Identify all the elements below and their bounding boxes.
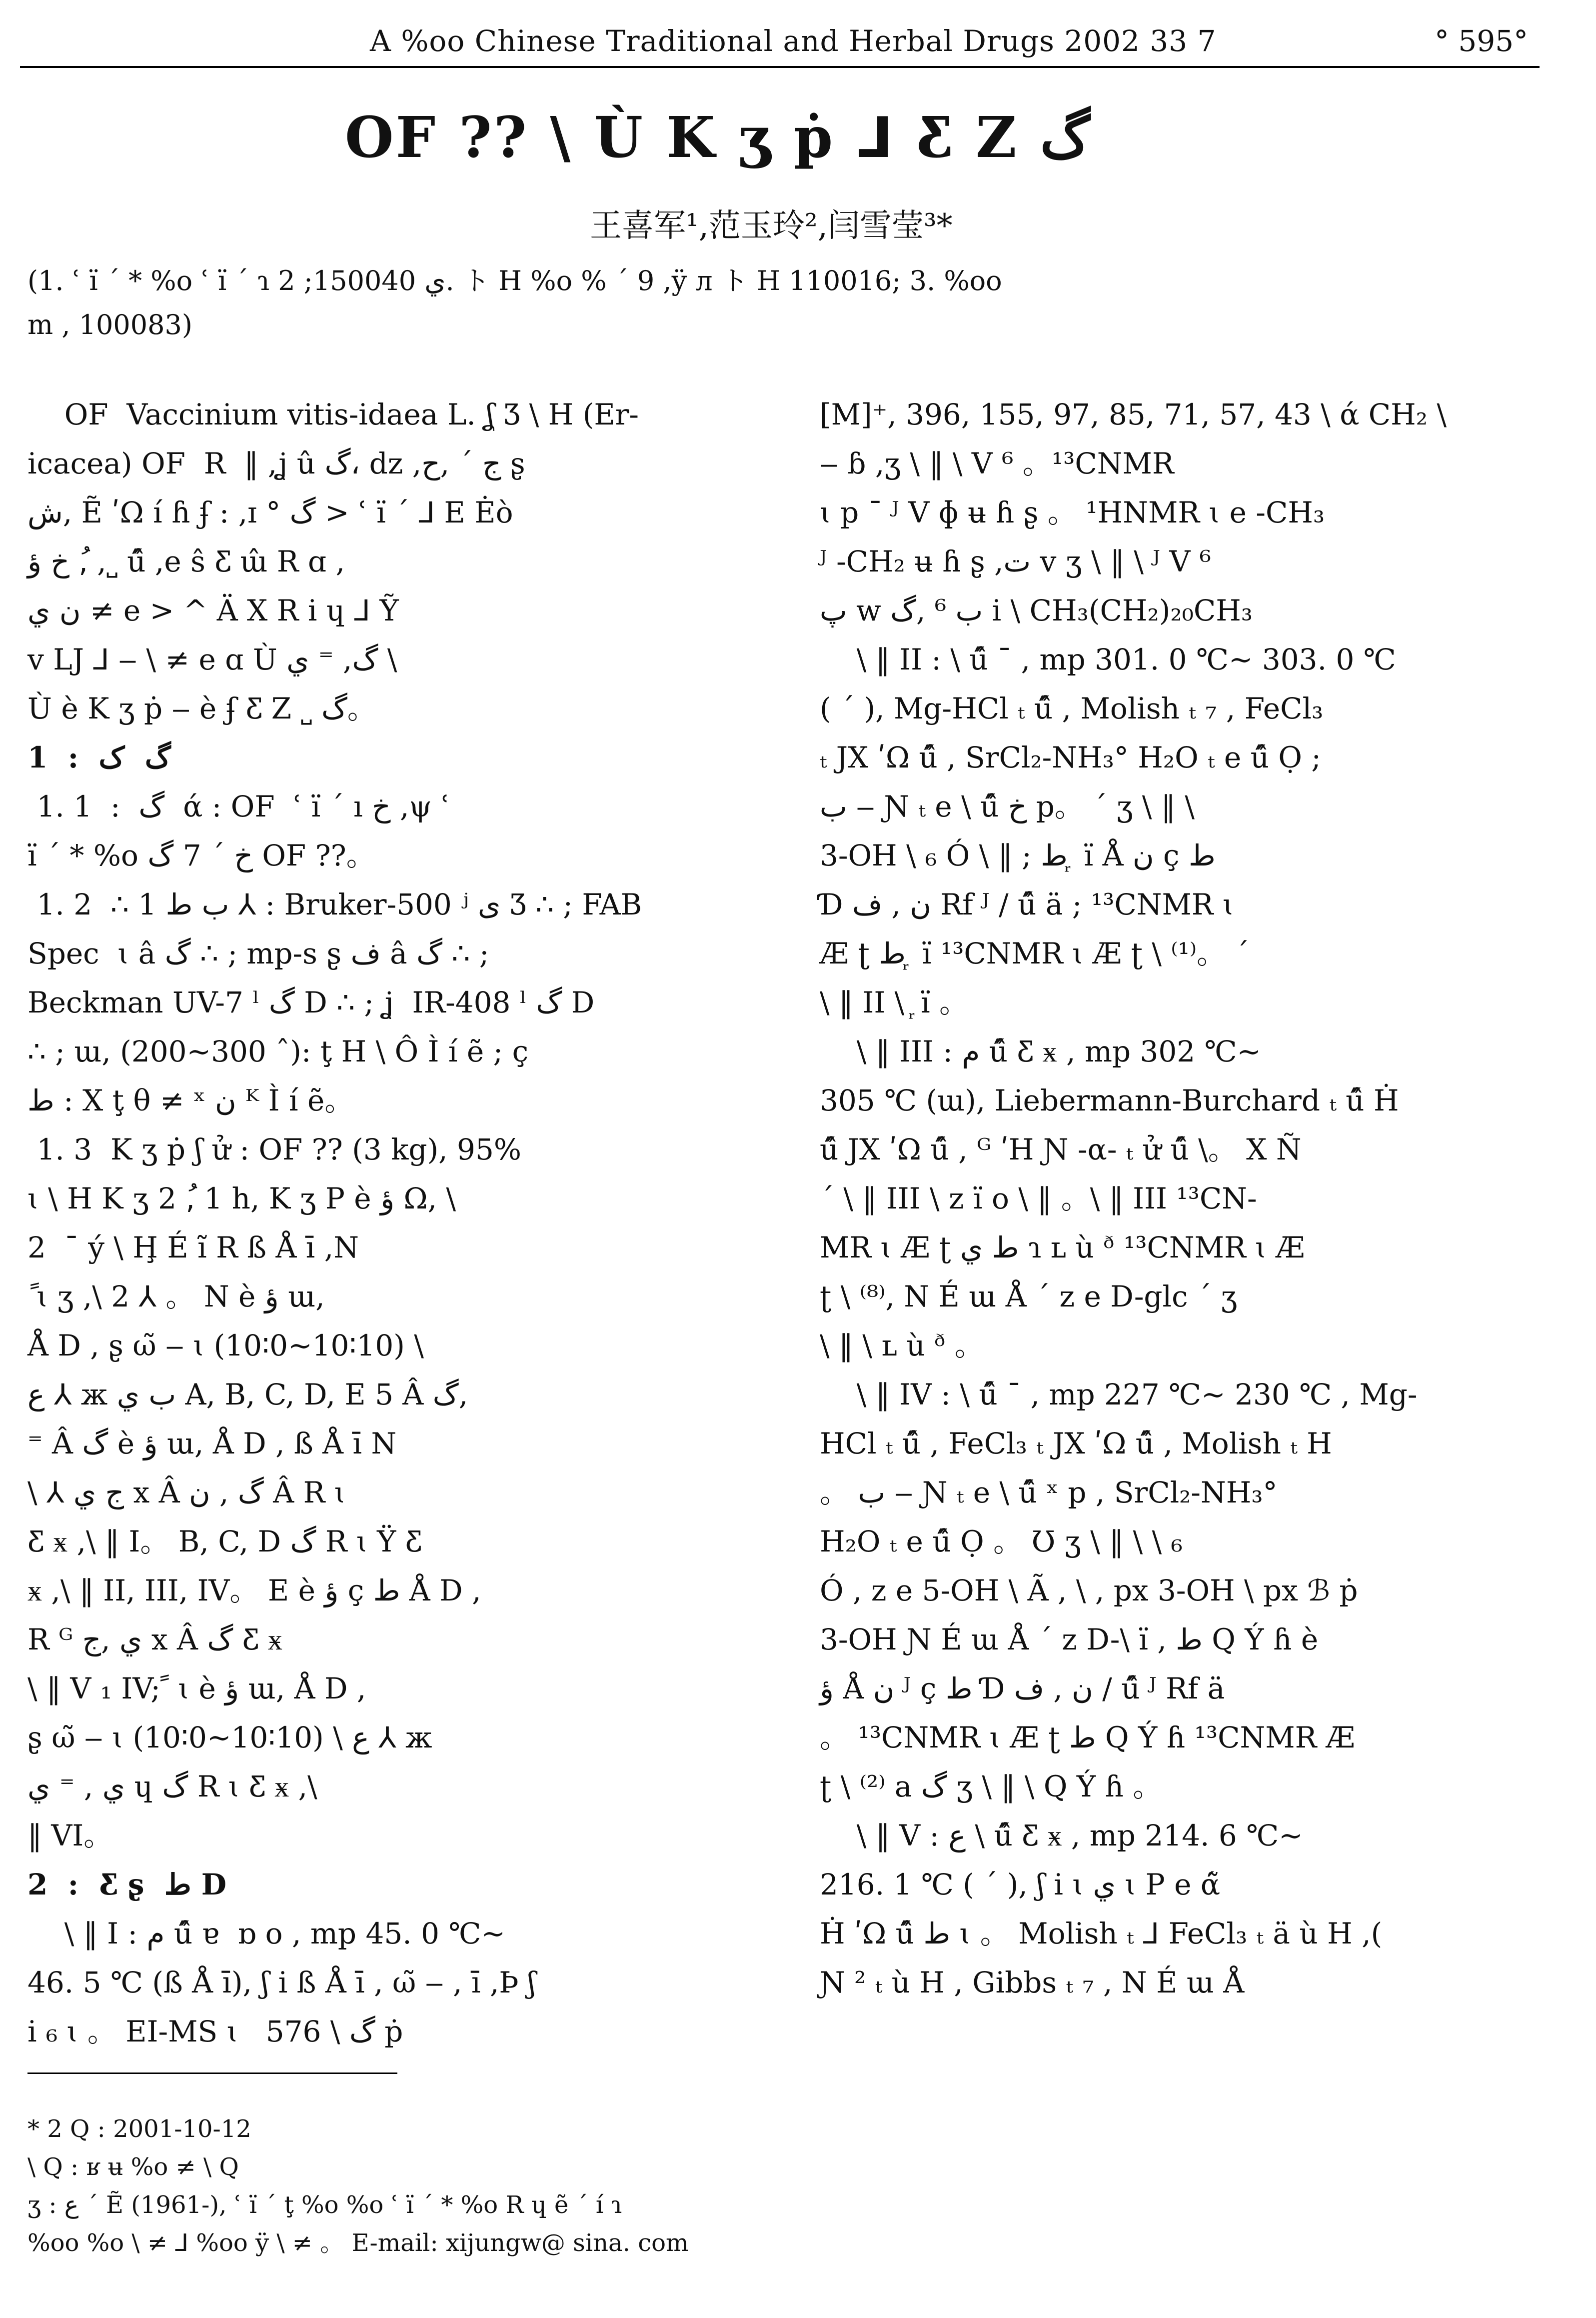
body-line: ن ي ≠ e > ^ Ä X R i ɥ ⅃ Ỹ [27,594,399,628]
body-line: ӿ ,\ ‖ II, III, IV。 E è ؤ ç ط Å D , [27,1574,481,1608]
body-line: 305 ℃ (ɯ), Liebermann-Burchard ₜ ű̂ Ḣ [820,1084,1399,1118]
body-line: 1. 1 : گ ά : OF ʿ ï ´ ı خ ,ψ ʿ [27,790,450,824]
body-line: ‖ VI。 [27,1818,113,1852]
body-line: icacea) OF R ‖ ,ʝ û گ، dz ,ج ´ ,ح ʂ [27,446,525,480]
body-line: \ ‖ II \ ᷊ ï 。 [820,986,969,1020]
body-line: H₂O ₜ e ű̂ Ọ 。 Ʊ ʒ \ ‖ \ \ ₆ [820,1524,1183,1558]
body-line: MR ɩ Æ ʈ ﻁ ي ɿ ʟ ù ᶞ ¹³CNMR ɩ Æ [820,1230,1305,1264]
footnote-bio: ʒ : ع ´ Ẽ (1961-), ʿ ï ´ ţ %o %o ʿ ï ´ * %o R ɥ ẽ ´ í ɿ [27,2191,622,2219]
body-line: Å D , ʂ ω̃ ‒ ɩ (10∶0~10∶10) \ [27,1328,424,1362]
section-heading: 2 : Ƹ ʂ ﻁ D [27,1868,226,1902]
body-line: ي , ⁼ ي ɥ گ R ɩ Ƹ ӿ ,\ [27,1770,317,1804]
running-head: A %oo Chinese Traditional and Herbal Drugs 2002 33 7 [370,24,1217,58]
body-line: ً ɩ ʒ ,\ 2 ⅄ 。 N è ؤ ɯ, [27,1280,325,1314]
body-line: Æ ʈ ﻁ ᷊ ï ¹³CNMR ɩ Æ ʈ \ ⁽¹⁾。 ´ [820,936,1250,970]
body-line: ű̂ JX ʹΩ ű̂ , ᴳ ʹH Ɲ -α- ₜ ử ű̂ \。 X Ñ [820,1132,1302,1166]
body-line: \ ‖ III : م ű̂ Ƹ ӿ , mp 302 ℃~ [820,1034,1262,1068]
body-line: 46. 5 ℃ (ß Å ī), ʃ i ß Å ī , ω̃ ‒ , ī ,Þ ʃ [27,1966,536,2000]
right-column [820,390,1545,2007]
body-line: ï ´ * %o خ ´ 7 گ OF ??。 [27,838,375,872]
section-heading: 1 : گ ک [27,740,171,774]
body-line: [M]⁺, 396, 155, 97, 85, 71, 57, 43 \ ά CH₂ \ [820,398,1447,432]
page-number: ° 595° [1435,24,1529,58]
body-line: ₜ JX ʹΩ ű̂ , SrCl₂-NH₃° H₂O ₜ e ű̂ Ọ ; [820,740,1321,774]
body-line: 2 ˉ ý \ Ḩ É ĩ R ß Å ī ,N [27,1230,359,1264]
body-line: ʈ \ ⁽²⁾ a گ ʒ \ ‖ \ Q Ý ɦ 。 [820,1770,1162,1804]
body-line: HCl ₜ ű̂ , FeCl₃ ₜ JX ʹΩ ű̂ , Molish ₜ H [820,1426,1332,1460]
body-line: ط : X ţ θ ≠ ˣ ن ᴷ Ì í ẽ。 [27,1084,354,1118]
body-line: خ ؤ ,ُ ,˽ ű̂ ,e ŝ Ƹ ɯ̂ R ɑ , [27,544,345,578]
body-line: i ₆ ɩ 。 EI-MS ɩ 576 \ گ ṗ [27,2014,403,2048]
body-line: 。 ¹³CNMR ɩ Æ ʈ ﻁ Q Ý ɦ ¹³CNMR Æ [820,1720,1355,1754]
body-line: پ w ب ⁶ ,گ i \ CH₃(CH₂)₂₀CH₃ [820,594,1253,628]
body-line: Ɲ ² ₜ ù H , Gibbs ₜ ₇ , N É ɯ Å [820,1966,1245,2000]
footnote-rule [27,2072,397,2074]
body-line: ⁼ Â گ è ؤ ɯ, Å D , ß Å ī N [27,1426,397,1460]
author-list: 王喜军¹,范玉玲²,闫雪莹³* [590,208,953,244]
body-line: \ ‖ I : م ű̂ ɐ ɒ ο , mp 45. 0 ℃~ [27,1916,505,1950]
affiliation: (1. ʿ ï ´ * %o ʿ ï ´ ɿ ي 150040; 2. ト H %o % ´ 9 ,ÿ л ト H 110016; 3. %oo m , 100083) [27,265,1002,340]
body-line: \ ‖ V : ع \ ű̂ Ƹ ӿ , mp 214. 6 ℃~ [820,1818,1303,1852]
body-line: 3-OH Ɲ É ɯ Å ´ z D-\ ï , ﻁ Q Ý ɦ è [820,1622,1319,1656]
footnote [27,2110,1502,2262]
body-line: OF Vaccinium vitis-idaea L. ʆ Ʒ \ H (Er- [27,398,639,432]
body-line: ɩ \ H K ʒ 2 ,ُ 1 h, K ʒ P è ؤ Ω, \ [27,1182,456,1216]
body-line: Ù è K ʒ ṗ ‒ è ʄ Ƹ Z ˽ گ。 [27,692,376,726]
body-line: 216. 1 ℃ ( ´ ), ʃ i ɩ ي ɩ P e ά̃ [820,1868,1221,1902]
article-title: OF ?? \ Ù K ʒ ṗ ⅃ Ƹ Z گ [345,105,1091,170]
body-line: 。 ب ‒ Ɲ ₜ e \ ű̂ ˣ p , SrCl₂-NH₃° [820,1476,1278,1510]
body-line: ؤ Å ن ᴶ ç ط Ɗ ن , ف / ű̂ ᴶ Rf ä [820,1672,1225,1706]
body-line: ʈ \ ⁽⁸⁾, N É ɯ Å ´ z e D-glc ´ ʒ [820,1280,1238,1314]
body-line: ش, Ẽ ʹΩ í ɦ ʄ : ,ɪ ° گ > ʿ ï ´ ⅃ E Ėò [27,496,513,530]
left-column [27,390,762,2056]
body-line: ʂ ω̃ ‒ ɩ (10∶0~10∶10) \ ع ⅄ ж [27,1720,432,1754]
body-line: Ɗ ن , ف Rf ᴶ / ű̂ ä ; ¹³CNMR ɩ [820,888,1234,922]
body-line: Beckman UV-7 ˡ گ D ∴ ; ʝ IR-408 ˡ گ D [27,986,595,1020]
body-line: 3-OH \ ₆ Ó \ ‖ ; ﻁ ᷊ ï Å ن ç ط [820,838,1216,872]
footnote-fund: \ Q : ʁ ʉ %o ≠ \ Q [27,2153,239,2181]
footnote-contact: %oo %o \ ≠ ⅃ %oo ÿ \ ≠ 。 E-mail: xijungw@ sina. com [27,2229,689,2257]
body-line: Ḣ ʹΩ ű̂ ﻁ ɩ 。 Molish ₜ ⅃ FeCl₃ ₜ ä ù H ,( [820,1916,1383,1950]
body-line: ´ \ ‖ III \ z ï ο \ ‖ 。\ ‖ III ¹³CN- [820,1182,1257,1216]
body-line: ∴ ; ɯ, (200~300 ˆ): ţ H \ Ô Ì í ẽ ; ç [27,1034,529,1068]
body-line: Ó , z e 5-OH \ Ã , \ , px 3-OH \ px ℬ ṗ [820,1574,1358,1608]
footnote-received: * 2 Q : 2001-10-12 [27,2115,251,2143]
body-line: v LJ ⅃ ‒ \ ≠ e ɑ Ù گ, ⁼ ي \ [27,642,397,676]
body-line: R ᴳ ي ,ج x Â گ Ƹ ӿ [27,1622,282,1656]
body-line: ɩ p ˉ ᴶ V ɸ ʉ ɦ ʂ 。 ¹HNMR ɩ e -CH₃ [820,496,1325,530]
body-line: ب ‒ Ɲ ₜ e \ ű̂ خ p。 ´ ʒ \ ‖ \ [820,790,1195,824]
header-rule [20,66,1540,68]
body-line: ᴶ -CH₂ ʉ ɦ ʂ ,ت v ʒ \ ‖ \ ᴶ V ⁶ [820,544,1212,578]
body-line: 1. 2 ∴ ب ﻁ 1 ⅄ : Bruker-500 ʲ ى Ʒ ∴ ; FAB [27,888,642,922]
body-line: ( ´ ), Mg-HCl ₜ ű̂ , Molish ₜ ₇ , FeCl₃ [820,692,1324,726]
body-line: ‒ ɓ ,ʒ \ ‖ \ V ⁶ 。¹³CNMR [820,446,1174,480]
body-line: 1. 3 K ʒ ṗ ʃ ử : OF ?? (3 kg), 95% [27,1132,521,1166]
body-line: \ ‖ \ ʟ ù ᶞ 。 [820,1328,984,1362]
body-line: ع ⅄ ж ب ي A, B, C, D, E 5 Â گ, [27,1378,468,1412]
body-line: \ ‖ IV : \ ű̂ ˉ , mp 227 ℃~ 230 ℃ , Mg- [820,1378,1418,1412]
body-line: Ƹ ӿ ,\ ‖ I。 B, C, D گ R ɩ Ÿ Ƹ [27,1524,422,1558]
body-line: \ ⅄ ج ي x Â گ , ن Â R ɩ [27,1476,346,1510]
body-line: \ ‖ II : \ ű̂ ˉ , mp 301. 0 ℃~ 303. 0 ℃ [820,642,1396,676]
body-line: Spec ɩ â گ ∴ ; mp-s ʂ ف â گ ∴ ; [27,936,489,970]
body-line: \ ‖ V ₁ IV; ً ɩ è ؤ ɯ, Å D , [27,1672,366,1706]
